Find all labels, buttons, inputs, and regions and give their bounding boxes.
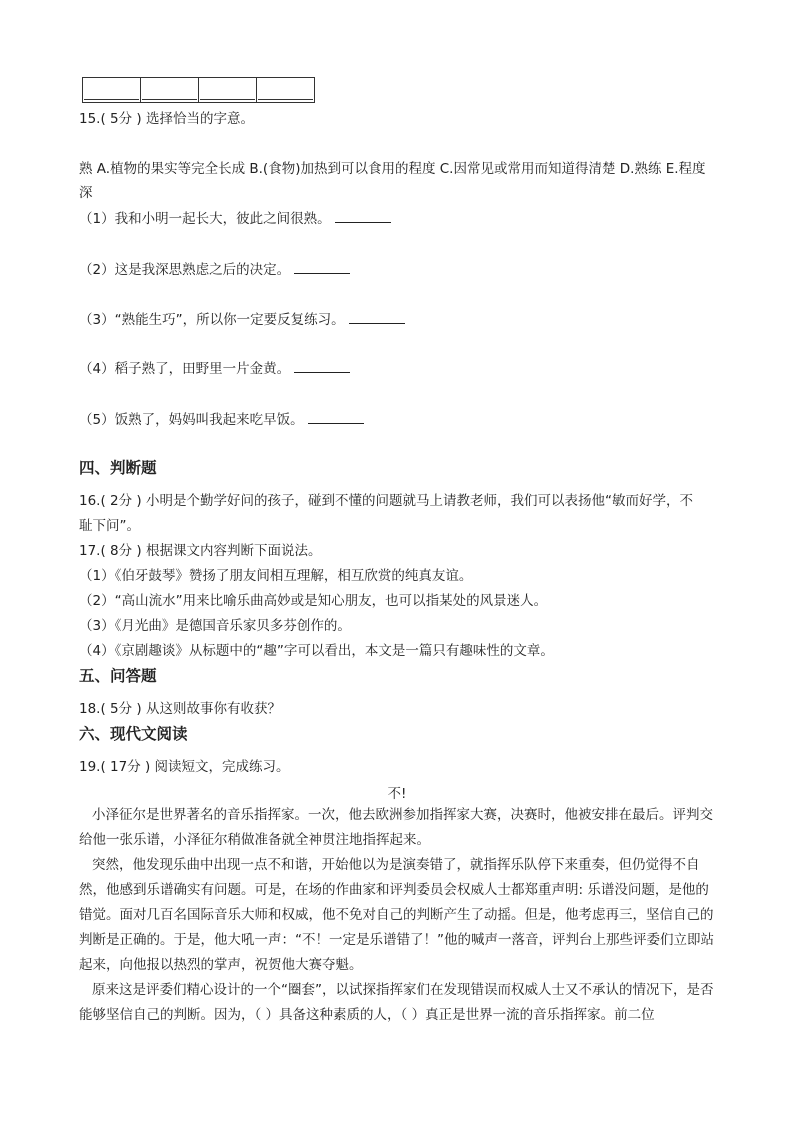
answer-cell[interactable] bbox=[199, 78, 257, 103]
answer-blank[interactable] bbox=[294, 259, 350, 274]
q15-options-cont: 深 bbox=[79, 185, 93, 201]
q15-header: 15.( 5分 ) 选择恰当的字意。 bbox=[79, 111, 254, 127]
answer-cell[interactable] bbox=[141, 78, 199, 103]
q19-header: 19.( 17分 ) 阅读短文，完成练习。 bbox=[79, 759, 290, 775]
q15-item: （4）稻子熟了，田野里一片金黄。 bbox=[79, 358, 350, 378]
q16-text: 16.( 2分 ) 小明是个勤学好问的孩子，碰到不懂的问题就马上请教老师，我们可以表扬他“敏而好学，不 bbox=[79, 493, 693, 509]
q15-item: （2）这是我深思熟虑之后的决定。 bbox=[79, 259, 350, 279]
section-heading: 四、判断题 bbox=[79, 458, 157, 477]
answer-blank[interactable] bbox=[335, 208, 391, 223]
q17-item: （3）《月光曲》是德国音乐家贝多芬创作的。 bbox=[79, 618, 351, 634]
q15-item: （1）我和小明一起长大，彼此之间很熟。 bbox=[79, 208, 391, 228]
q17-item: （1）《伯牙鼓琴》赞扬了朋友间相互理解，相互欣赏的纯真友谊。 bbox=[79, 568, 473, 584]
q17-item: （2）“高山流水”用来比喻乐曲高妙或是知心朋友，也可以指某处的风景迷人。 bbox=[79, 593, 548, 609]
passage-title: 不! bbox=[387, 786, 407, 802]
q17-item: （4）《京剧趣谈》从标题中的“趣”字可以看出，本文是一篇只有趣味性的文章。 bbox=[79, 643, 554, 659]
answer-blank[interactable] bbox=[349, 309, 405, 324]
answer-cell[interactable] bbox=[257, 78, 315, 103]
section-heading: 五、问答题 bbox=[79, 666, 157, 685]
q15-item: （3）“熟能生巧”，所以你一定要反复练习。 bbox=[79, 309, 405, 329]
q16-text-cont: 耻下问”。 bbox=[79, 518, 140, 534]
section-heading: 六、现代文阅读 bbox=[79, 724, 188, 743]
passage-paragraph: 原来这是评委们精心设计的一个“圈套”，以试探指挥家们在发现错误而权威人士又不承认的情况下，是否能够坚信自己的判断。因为，（ ）具备这种素质的人，（ ）真正是世界一流的音乐指挥家。前二位 bbox=[79, 982, 714, 1023]
q18-text: 18.( 5分 ) 从这则故事你有收获？ bbox=[79, 701, 281, 717]
passage-paragraph: 小泽征尔是世界著名的音乐指挥家。一次，他去欧洲参加指挥家大赛，决赛时，他被安排在最后。评判交给他一张乐谱，小泽征尔稍做准备就全神贯注地指挥起来。 bbox=[79, 807, 713, 848]
answer-cell[interactable] bbox=[83, 78, 141, 103]
q17-header: 17.( 8分 ) 根据课文内容判断下面说法。 bbox=[79, 543, 322, 559]
q15-options: 熟 A.植物的果实等完全长成 B.(食物)加热到可以食用的程度 C.因常见或常用而知道得清楚 D.熟练 E.程度 bbox=[79, 161, 706, 177]
answer-blank[interactable] bbox=[294, 358, 350, 373]
answer-blank[interactable] bbox=[308, 409, 364, 424]
answer-table bbox=[82, 77, 315, 103]
passage-paragraph: 突然，他发现乐曲中出现一点不和谐，开始他以为是演奏错了，就指挥乐队停下来重奏，但仍觉得不自然，他感到乐谱确实有问题。可是，在场的作曲家和评判委员会权威人士都郑重声明: 乐谱没问题，是他的错觉。面对几百名国际音乐大师和权威，他不免对自己的判断产生了动摇。但是，他考虑再三，坚信自己的判断是正确的。于是，他大吼一声：“不！一定是乐谱错了！”他的喊声一落音，评判台上那些评委们立即站起来，向他报以热烈的掌声，祝贺他大赛夺魁。 bbox=[79, 857, 714, 973]
q15-item: （5）饭熟了，妈妈叫我起来吃早饭。 bbox=[79, 409, 364, 429]
